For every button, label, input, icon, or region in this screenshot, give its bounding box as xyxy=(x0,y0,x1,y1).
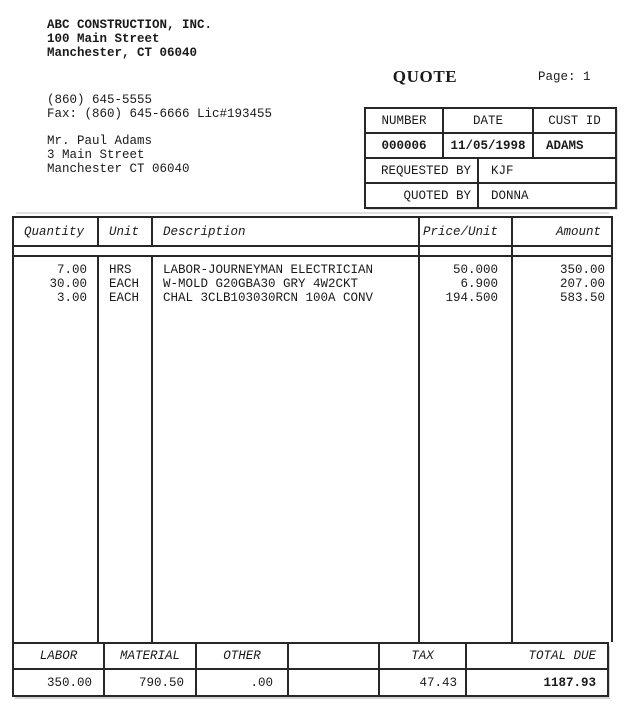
totals-blank-header-cell xyxy=(287,644,378,668)
spacer-cell xyxy=(97,247,151,255)
quote-number-value: 000006 xyxy=(381,138,427,153)
line-items-header-row xyxy=(14,218,611,247)
company-address-line1: 100 Main Street xyxy=(47,32,160,46)
line-item-description: LABOR-JOURNEYMAN ELECTRICIAN xyxy=(163,263,374,277)
cust-id-value: ADAMS xyxy=(532,134,615,157)
quoted-by-row xyxy=(366,182,615,207)
totals-table xyxy=(12,642,609,697)
line-item-description: CHAL 3CLB103030RCN 100A CONV xyxy=(163,291,374,305)
info-value-row xyxy=(366,132,615,157)
totals-value-row xyxy=(14,668,607,695)
page-number: Page: 1 xyxy=(538,70,591,84)
customer-name: Mr. Paul Adams xyxy=(47,134,153,148)
company-address-line2: Manchester, CT 06040 xyxy=(47,46,198,60)
line-item-quantity: 30.00 xyxy=(49,277,87,291)
info-header-date: DATE xyxy=(442,109,532,132)
company-fax: Fax: (860) 645-6666 Lic#193455 xyxy=(47,107,273,121)
spacer-cell xyxy=(14,247,97,255)
other-value: .00 xyxy=(195,670,287,695)
line-item-description: W-MOLD G20GBA30 GRY 4W2CKT xyxy=(163,277,359,291)
material-label: MATERIAL xyxy=(103,644,195,668)
line-item-unit: EACH xyxy=(109,277,140,291)
quoted-by-value: DONNA xyxy=(477,184,615,207)
info-header-number: NUMBER xyxy=(381,113,427,128)
line-item-amount: 207.00 xyxy=(559,277,605,291)
line-items-body xyxy=(14,257,611,642)
line-item-amount: 350.00 xyxy=(559,263,605,277)
quote-info-table xyxy=(364,107,617,209)
requested-by-value: KJF xyxy=(477,159,615,182)
line-items-table xyxy=(12,216,613,642)
totals-header-row xyxy=(14,644,607,668)
total-due-value: 1187.93 xyxy=(465,670,607,695)
requested-by-row xyxy=(366,157,615,182)
material-value: 790.50 xyxy=(103,670,195,695)
spacer-cell xyxy=(151,247,418,255)
company-phone: (860) 645-5555 xyxy=(47,93,153,107)
company-contact-block xyxy=(47,93,272,121)
line-item-unit: HRS xyxy=(109,263,132,277)
line-item-price-unit: 194.500 xyxy=(445,291,498,305)
quantity-column xyxy=(14,257,97,642)
header-quantity: Quantity xyxy=(24,224,85,239)
header-unit: Unit xyxy=(97,218,151,245)
document-title: QUOTE xyxy=(392,67,458,86)
customer-address-block xyxy=(47,134,190,176)
spacer-cell xyxy=(511,247,611,255)
totals-blank-value-cell xyxy=(287,670,378,695)
description-column xyxy=(151,257,418,642)
other-label: OTHER xyxy=(195,644,287,668)
header-double-rule xyxy=(14,247,611,257)
line-item-quantity: 7.00 xyxy=(56,263,87,277)
header-price-unit: Price/Unit xyxy=(418,218,511,245)
total-due-label: TOTAL DUE xyxy=(465,644,607,668)
amount-column xyxy=(511,257,611,642)
tax-label: TAX xyxy=(378,644,465,668)
line-item-amount: 583.50 xyxy=(559,291,605,305)
line-item-price-unit: 6.900 xyxy=(460,277,498,291)
quote-date-value: 11/05/1998 xyxy=(442,134,532,157)
line-item-unit: EACH xyxy=(109,291,140,305)
info-header-cust-id: CUST ID xyxy=(532,109,615,132)
labor-label: LABOR xyxy=(39,649,78,663)
quoted-by-label: QUOTED BY xyxy=(403,188,471,203)
header-amount: Amount xyxy=(511,218,611,245)
labor-value: 350.00 xyxy=(46,675,92,690)
company-name: ABC CONSTRUCTION, INC. xyxy=(47,18,213,32)
price-unit-column xyxy=(418,257,511,642)
unit-column xyxy=(97,257,151,642)
customer-address-line2: Manchester CT 06040 xyxy=(47,162,190,176)
requested-by-label: REQUESTED BY xyxy=(380,163,471,178)
info-header-row xyxy=(366,109,615,132)
line-item-price-unit: 50.000 xyxy=(452,263,498,277)
company-address-block xyxy=(47,18,212,60)
customer-address-line1: 3 Main Street xyxy=(47,148,145,162)
line-item-quantity: 3.00 xyxy=(56,291,87,305)
header-description: Description xyxy=(151,218,418,245)
spacer-cell xyxy=(418,247,511,255)
tax-value: 47.43 xyxy=(378,670,465,695)
